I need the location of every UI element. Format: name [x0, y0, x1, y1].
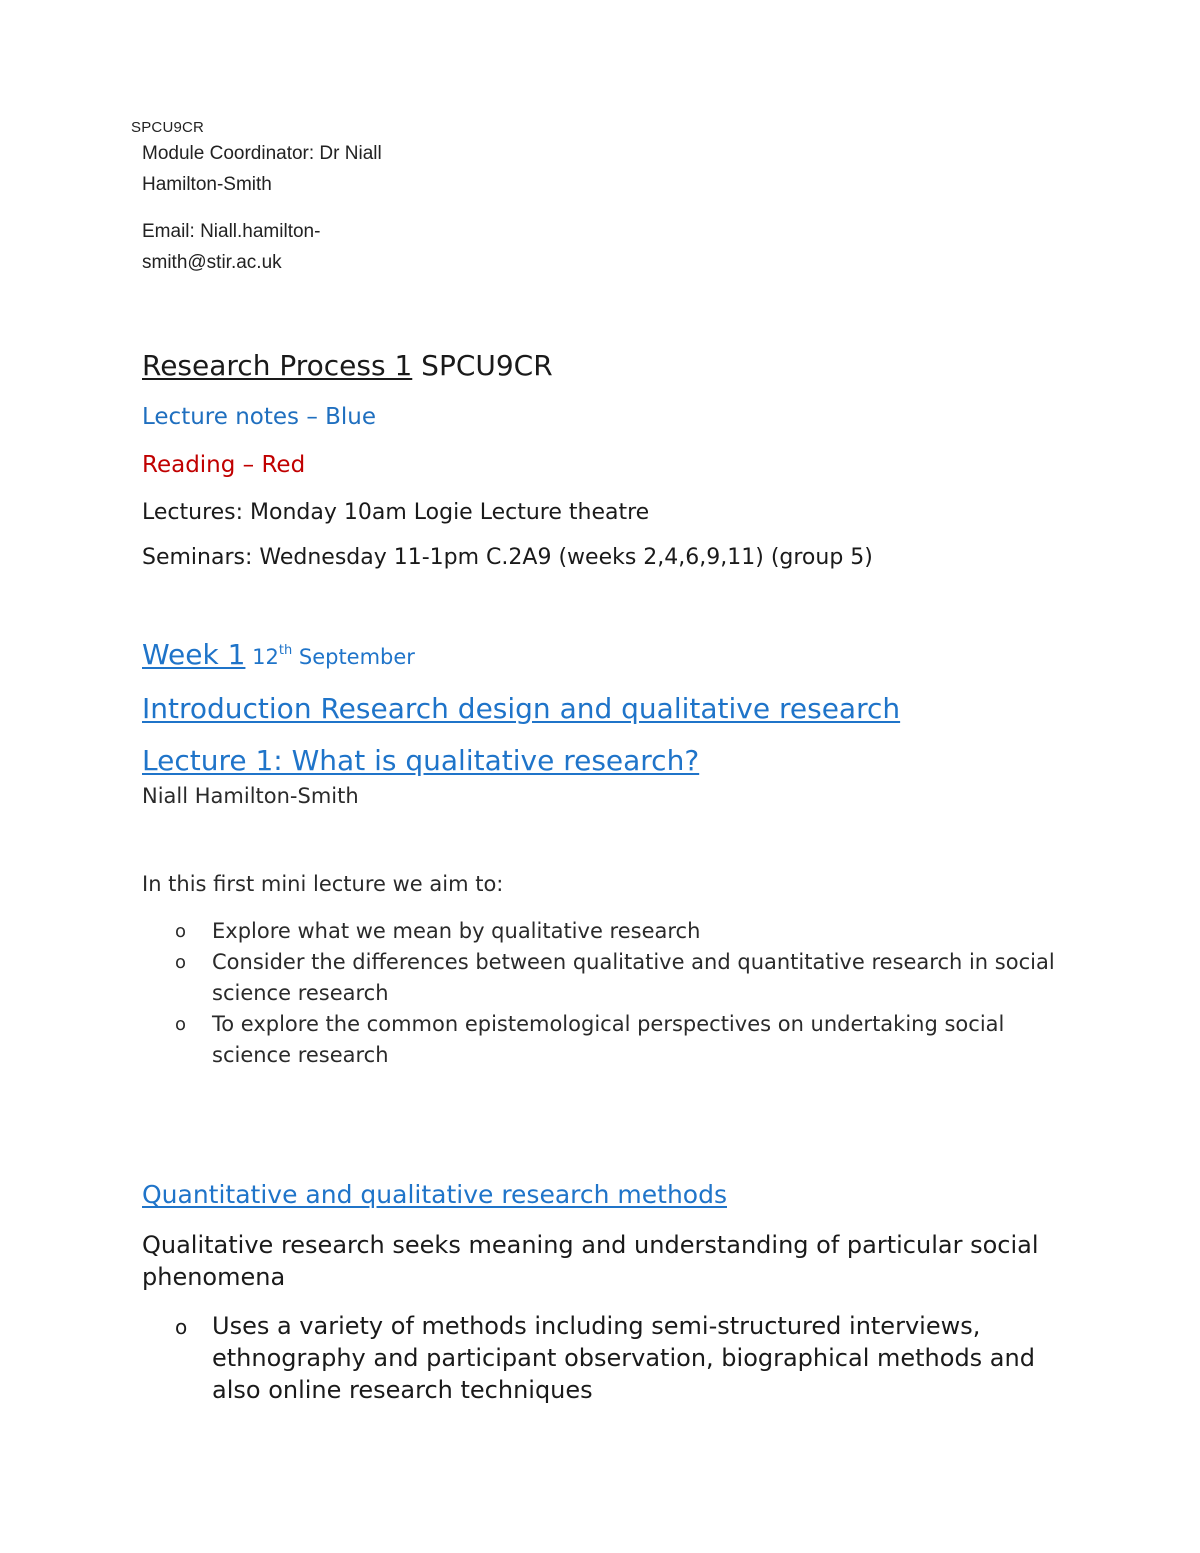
section-heading-link[interactable]: Quantitative and qualitative research methods [142, 1180, 727, 1209]
bullet-icon: o [175, 1014, 187, 1035]
email-line-1: Email: Niall.hamilton- [142, 221, 321, 242]
seminars-info: Seminars: Wednesday 11-1pm C.2A9 (weeks 2,4,6,9,11) (group 5) [142, 545, 873, 570]
legend-lecture-notes: Lecture notes – Blue [142, 404, 377, 430]
page-title [142, 349, 553, 382]
week-label[interactable]: Week 1 [142, 638, 246, 671]
topic-heading-link[interactable]: Introduction Research design and qualitative research [142, 692, 901, 725]
list-item [175, 1009, 1075, 1071]
coordinator-line-1: Module Coordinator: Dr Niall [142, 143, 382, 164]
methods-list [175, 1310, 1055, 1406]
list-item [175, 947, 1075, 1009]
section-paragraph: Qualitative research seeks meaning and understanding of particular social phenomena [142, 1231, 1039, 1291]
list-item [175, 1310, 1055, 1406]
week-heading [142, 638, 415, 671]
list-item-text: Uses a variety of methods including semi-structured interviews, ethnography and participant observation, biographical methods and also online research techniques [212, 1312, 1035, 1404]
lecturer-name: Niall Hamilton-Smith [142, 784, 359, 808]
week-day: 12 [245, 645, 279, 669]
week-month: September [292, 645, 415, 669]
list-item [175, 916, 1075, 947]
lecture-heading-link[interactable]: Lecture 1: What is qualitative research? [142, 744, 700, 777]
bullet-icon: o [175, 921, 187, 942]
lectures-info: Lectures: Monday 10am Logie Lecture theatre [142, 500, 650, 525]
list-item-text: Consider the differences between qualitative and quantitative research in social science research [212, 950, 1055, 1005]
bullet-icon: o [175, 952, 187, 973]
bullet-icon: o [175, 1315, 188, 1339]
aims-list [175, 916, 1075, 1071]
coordinator-line-2: Hamilton-Smith [142, 174, 272, 195]
intro-text: In this first mini lecture we aim to: [142, 872, 504, 896]
week-day-suffix: th [278, 643, 293, 658]
list-item-text: Explore what we mean by qualitative research [212, 919, 701, 943]
page-title-code: SPCU9CR [412, 349, 553, 382]
legend-reading: Reading – Red [142, 452, 306, 478]
page-title-main: Research Process 1 [142, 349, 413, 382]
list-item-text: To explore the common epistemological perspectives on undertaking social science research [212, 1012, 1005, 1067]
module-code: SPCU9CR [131, 119, 205, 136]
email-line-2: smith@stir.ac.uk [142, 252, 282, 273]
